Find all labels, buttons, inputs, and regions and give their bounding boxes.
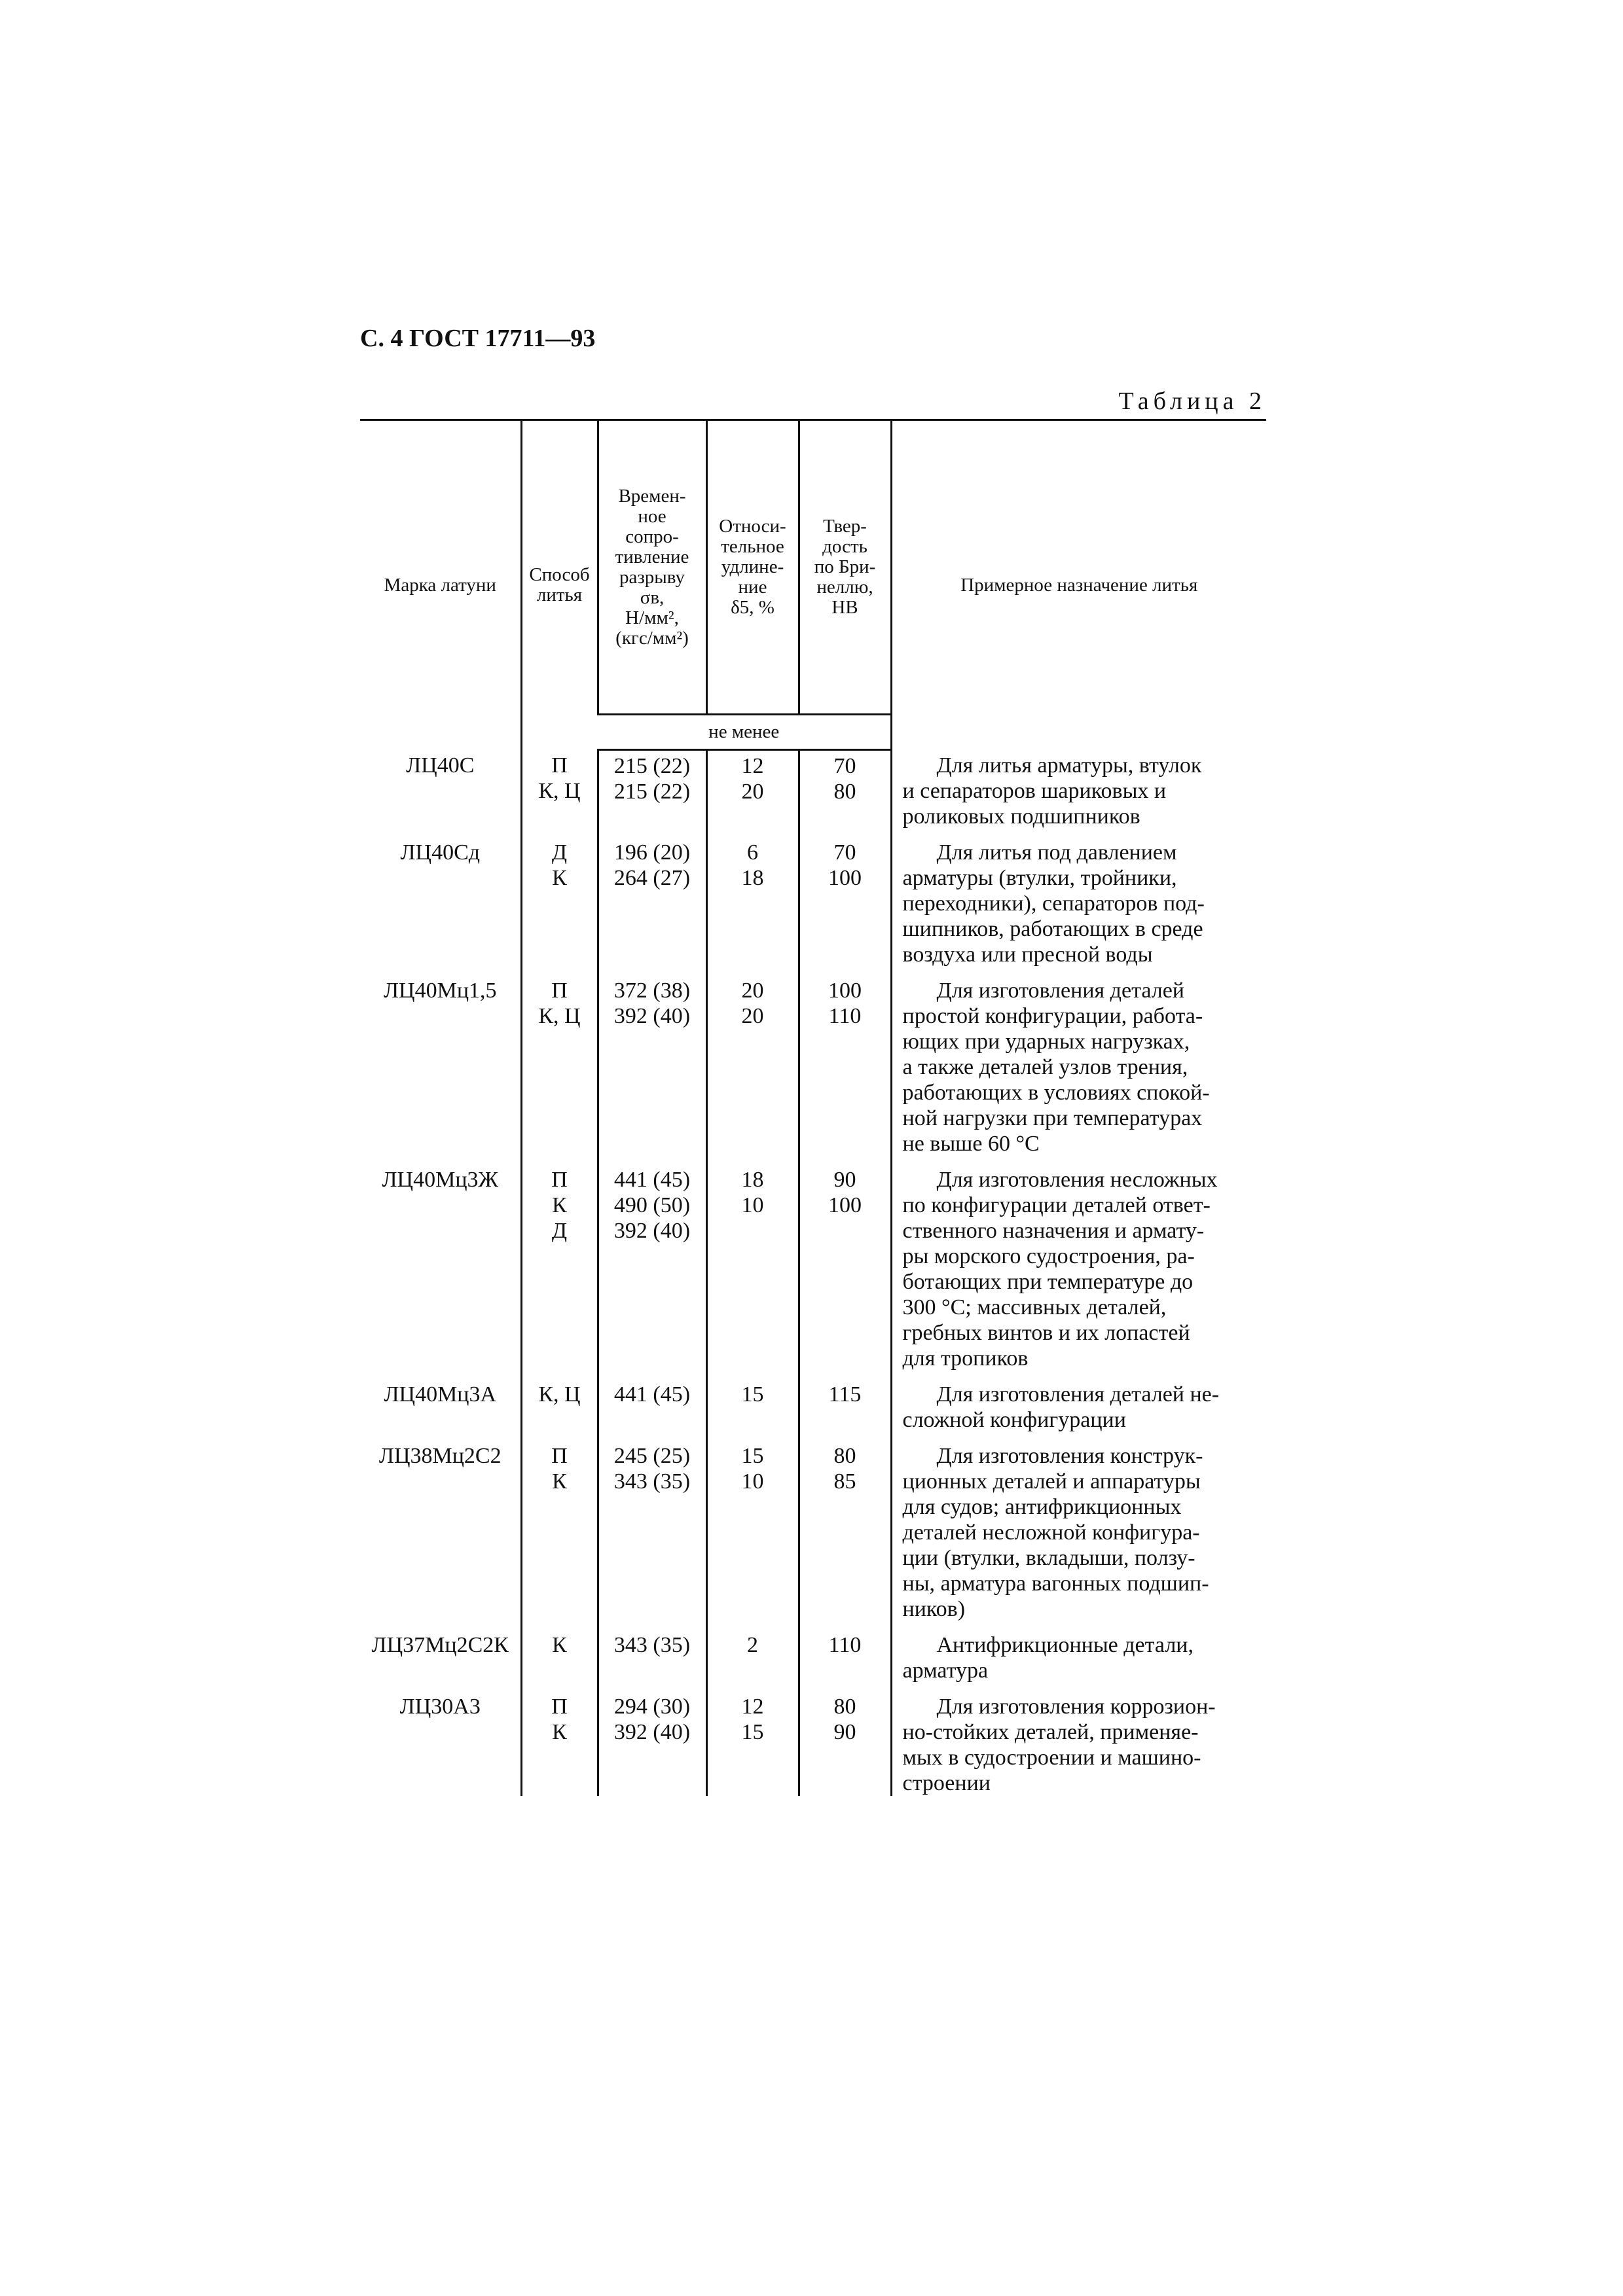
header-hardness: Твер- дость по Бри- неллю, НВ: [799, 420, 891, 715]
cell-hardness: 100 110: [799, 978, 891, 1167]
header-purpose: Примерное назначение литья: [891, 420, 1266, 750]
cell-hardness: 90 100: [799, 1167, 891, 1382]
cell-grade: ЛЦ37Мц2С2К: [371, 1632, 509, 1657]
cell-method: К: [521, 1632, 598, 1694]
header-elongation: Относи- тельное удлине- ние δ5, %: [706, 420, 799, 715]
cell-purpose: Для изготовления конструк- ционных деталей и аппаратуры для судов; антифрикционных деталей несложной конфигура- ции (втулки, вкладыши, ползу- ны, арматура вагонных подшип- ников): [891, 1443, 1266, 1632]
cell-purpose: Для литья под давлением арматуры (втулки, тройники, переходники), сепараторов под- шипников, работающих в среде воздуха или пресной воды: [891, 840, 1266, 978]
cell-strength: 294 (30) 392 (40): [598, 1694, 706, 1796]
cell-elongation: 2: [706, 1632, 799, 1694]
brass-properties-table: [360, 419, 1266, 1796]
cell-hardness: 80 85: [799, 1443, 891, 1632]
cell-strength: 245 (25) 343 (35): [598, 1443, 706, 1632]
cell-method: К, Ц: [521, 1382, 598, 1443]
cell-method: Д К: [521, 840, 598, 978]
table-row: [360, 750, 1266, 840]
cell-elongation: 15 10: [706, 1443, 799, 1632]
header-min-note: не менее: [598, 715, 891, 750]
cell-purpose: Для изготовления несложных по конфигурации деталей ответ- ственного назначения и армату- ры морского судостроения, ра- ботающих при температуре до 300 °С; массивных деталей, гребных винтов и их лопастей для тропиков: [891, 1167, 1266, 1382]
cell-elongation: 20 20: [706, 978, 799, 1167]
cell-grade: ЛЦ40Мц3А: [384, 1382, 497, 1407]
cell-grade: ЛЦ40С: [406, 753, 475, 778]
cell-grade: ЛЦ40Мц3Ж: [382, 1167, 498, 1192]
cell-method: П К, Ц: [521, 978, 598, 1167]
cell-elongation: 12 20: [706, 750, 799, 840]
cell-elongation: 6 18: [706, 840, 799, 978]
cell-strength: 215 (22) 215 (22): [598, 750, 706, 840]
cell-grade: ЛЦ30А3: [399, 1694, 481, 1719]
header-strength: Времен- ное сопро- тивление разрыву σв, Н/мм², (кгс/мм²): [598, 420, 706, 715]
table-row: [360, 840, 1266, 978]
table-row: [360, 1167, 1266, 1382]
cell-strength: 196 (20) 264 (27): [598, 840, 706, 978]
cell-grade: ЛЦ40Сд: [400, 840, 481, 865]
header-method: [521, 420, 598, 750]
cell-method: П К Д: [521, 1167, 598, 1382]
table-row: [360, 1382, 1266, 1443]
table-row: [360, 1443, 1266, 1632]
cell-elongation: 12 15: [706, 1694, 799, 1796]
header-grade: Марка латуни: [360, 420, 521, 750]
cell-purpose: Антифрикционные детали, арматура: [891, 1632, 1266, 1694]
cell-hardness: 110: [799, 1632, 891, 1694]
table-row: [360, 1694, 1266, 1796]
cell-elongation: 15: [706, 1382, 799, 1443]
cell-strength: 372 (38) 392 (40): [598, 978, 706, 1167]
cell-purpose: Для литья арматуры, втулок и сепараторов шариковых и роликовых подшипников: [891, 750, 1266, 840]
cell-method: П К: [521, 1694, 598, 1796]
cell-purpose: Для изготовления деталей не- сложной конфигурации: [891, 1382, 1266, 1443]
cell-purpose: Для изготовления деталей простой конфигурации, работа- ющих при ударных нагрузках, а также деталей узлов трения, работающих в условиях спокой- ной нагрузки при температурах не выше 60 °С: [891, 978, 1266, 1167]
cell-hardness: 70 80: [799, 750, 891, 840]
cell-grade: ЛЦ38Мц2С2: [378, 1443, 501, 1468]
cell-hardness: 115: [799, 1382, 891, 1443]
cell-hardness: 80 90: [799, 1694, 891, 1796]
cell-method: П К, Ц: [521, 750, 598, 840]
cell-strength: 441 (45): [598, 1382, 706, 1443]
cell-hardness: 70 100: [799, 840, 891, 978]
table-row: [360, 1632, 1266, 1694]
cell-method: П К: [521, 1443, 598, 1632]
header-method-text: Способ литья: [529, 564, 590, 606]
table-row: [360, 978, 1266, 1167]
page-header: С. 4 ГОСТ 17711—93: [360, 325, 596, 352]
table-body: [360, 750, 1266, 1796]
table-caption: Таблица 2: [1118, 387, 1266, 415]
cell-strength: 441 (45) 490 (50) 392 (40): [598, 1167, 706, 1382]
cell-grade: ЛЦ40Мц1,5: [383, 978, 497, 1003]
cell-strength: 343 (35): [598, 1632, 706, 1694]
cell-purpose: Для изготовления коррозион- но-стойких деталей, применяе- мых в судостроении и машино- строении: [891, 1694, 1266, 1796]
cell-elongation: 18 10: [706, 1167, 799, 1382]
